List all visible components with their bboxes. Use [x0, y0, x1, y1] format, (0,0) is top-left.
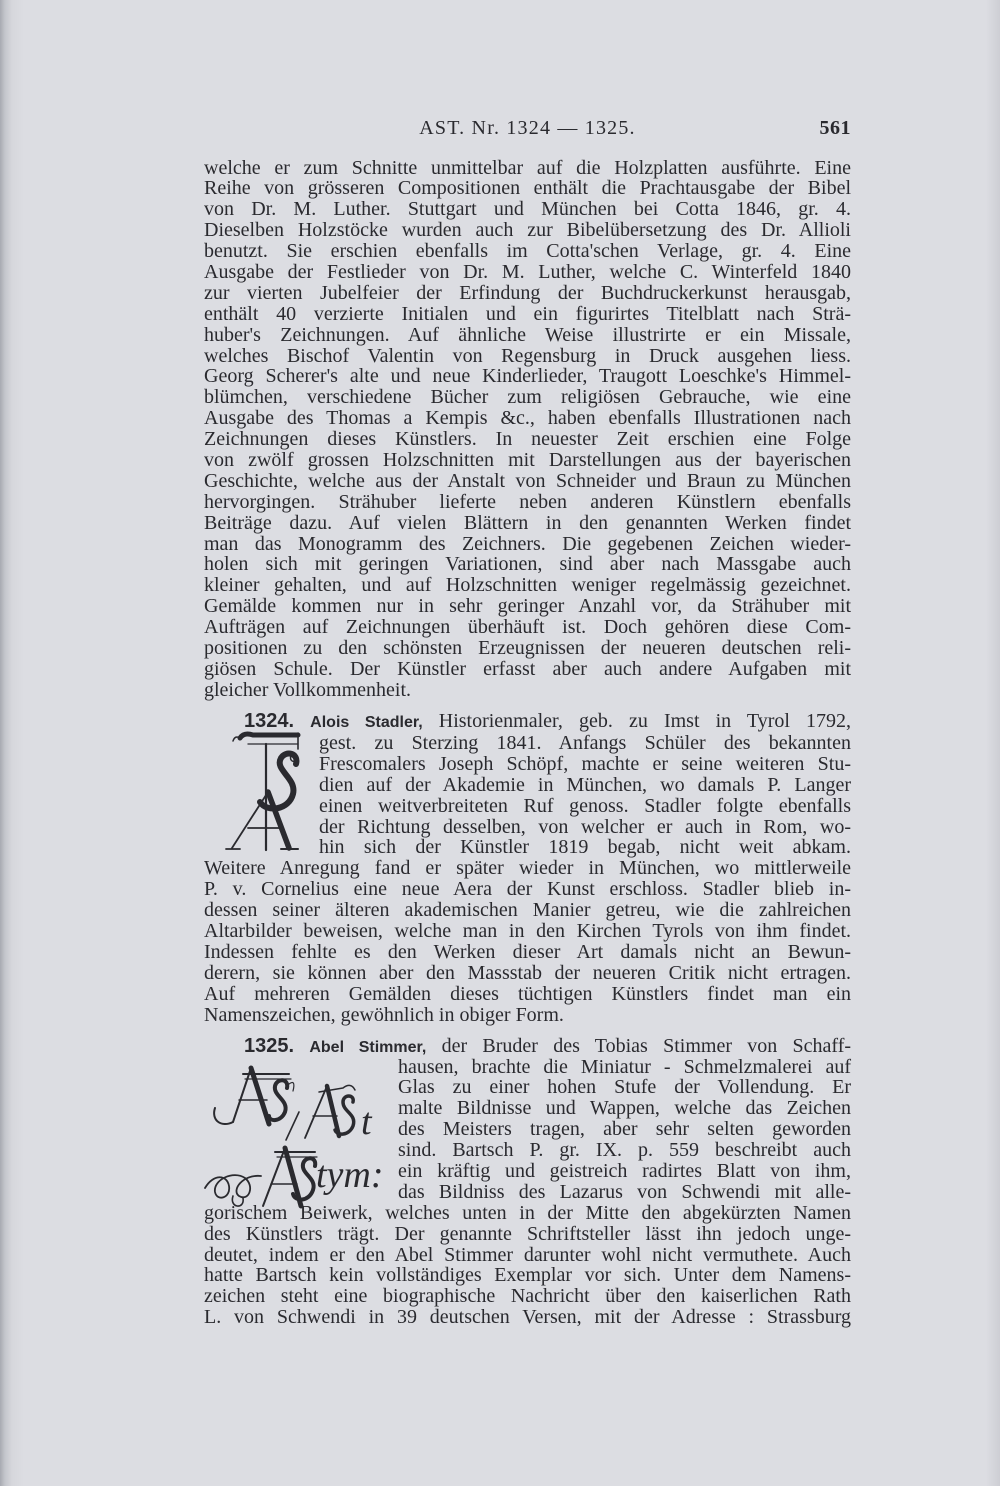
text-line: ein kräftig und geistreich radirtes Blatt von ihm, — [398, 1159, 851, 1182]
text-line: giösen Schule. Der Künstler erfasst aber auch andere Aufgaben mit — [204, 657, 851, 680]
text-line: benutzt. Sie erschien ebenfalls im Cotta'schen Verlage, gr. 4. Eine — [204, 240, 851, 263]
text-line: gleicher Vollkommenheit. — [204, 678, 412, 701]
entry-heading-text: Historienmaler, geb. zu Imst in Tyrol 1792, — [438, 710, 852, 732]
text-line: Glas zu einer hohen Stufe der Vollendung. Er — [398, 1076, 851, 1099]
text-line: der Richtung desselben, von welcher er auch in Rom, wo- — [319, 815, 851, 838]
text-line: Ausgabe des Thomas a Kempis &c., haben ebenfalls Illustrationen nach — [204, 407, 851, 430]
text-line: Gemälde kommen nur in sehr geringer Anzahl vor, da Strähuber mit — [204, 595, 851, 618]
page-number: 561 — [819, 117, 851, 139]
text-line: sind. Bartsch P. gr. IX. p. 559 beschreibt auch — [398, 1139, 851, 1162]
monogram-script-tym: tym: — [316, 1154, 384, 1196]
monogram-abel-stimmer-icon — [203, 1056, 395, 1214]
text-line: blümchen, verschiedene Bücher zum religiösen Gebrauche, wie eine — [204, 386, 851, 409]
monogram-st-a-icon — [226, 728, 318, 854]
entry-heading — [204, 1036, 851, 1057]
text-line: kleiner gehalten, und auf Holzschnitten weniger regelmässig gezeichnet. — [204, 574, 851, 597]
text-line: P. v. Cornelius eine neue Aera der Kunst erschloss. Stadler blieb in- — [204, 878, 851, 901]
running-head — [204, 117, 851, 139]
text-line: zeichen steht eine biographische Nachricht über den kaiserlichen Rath — [204, 1285, 851, 1308]
text-line: holen sich mit geringen Variationen, sind aber nach Massgabe auch — [204, 553, 851, 576]
text-line: L. von Schwendi in 39 deutschen Versen, mit der Adresse : Strassburg — [204, 1306, 851, 1329]
continued-paragraph — [204, 158, 851, 701]
monogram-ast-mark — [305, 1085, 355, 1138]
text-line: malte Bildnisse und Wappen, welche das Zeichen — [398, 1097, 851, 1120]
text-line: Frescomalers Joseph Schöpf, machte er seine weiteren Stu- — [319, 752, 851, 775]
text-line: Indessen fehlte es den Werken dieser Art damals nicht an Bewun- — [204, 940, 851, 963]
text-line: welche er zum Schnitte unmittelbar auf die Holzplatten ausführte. Eine — [204, 156, 851, 179]
text-line: Beiträge dazu. Auf vielen Blättern in den genannten Werken findet — [204, 511, 851, 534]
text-line: das Bildniss des Lazarus von Schwendi mit alle- — [398, 1180, 851, 1203]
text-line: Aufträgen auf Zeichnungen überhäuft ist. Doch gehören diese Com- — [204, 616, 851, 639]
text-line: gorischem Beiwerk, welches unten in der Mitte den abgekürzten Namen — [204, 1201, 851, 1224]
text-line: hausen, brachte die Miniatur - Schmelzmalerei auf — [398, 1055, 851, 1078]
monogram-script-t: t — [361, 1101, 372, 1143]
artist-name: Alois Stadler, — [310, 714, 423, 731]
text-line: huber's Zeichnungen. Auf ähnliche Weise illustrirte er ein Missale, — [204, 323, 851, 346]
text-line: Georg Scherer's alte und neue Kinderlieder, Traugott Loeschke's Himmel- — [204, 365, 851, 388]
entry-number: 1324. — [244, 710, 295, 732]
text-line: Weitere Anregung fand er später wieder in München, wo mittlerweile — [204, 857, 851, 880]
text-line: von zwölf grossen Holzschnitten mit Darstellungen aus der bayerischen — [204, 448, 851, 471]
text-line: hervorgingen. Strähuber lieferte neben anderen Künstlern ebenfalls — [204, 490, 851, 513]
text-line: Geschichte, welche aus der Anstalt von Schneider und Braun zu München — [204, 469, 851, 492]
running-title: AST. Nr. 1324 — 1325. — [419, 117, 636, 139]
monogram-astym-mark — [205, 1148, 317, 1206]
text-line: derern, sie können aber den Massstab der neueren Critik nicht ertragen. — [204, 961, 851, 984]
text-line: welches Bischof Valentin von Regensburg in Druck ausgehen liess. — [204, 344, 851, 367]
entry-number: 1325. — [244, 1034, 295, 1057]
text-line: positionen zu den schönsten Erzeugnissen der neueren deutschen reli- — [204, 636, 851, 659]
text-line: man das Monogramm des Zeichners. Die gegebenen Zeichen wieder- — [204, 532, 851, 555]
artist-name: Abel Stimmer, — [309, 1038, 427, 1056]
monogram-as-mark — [214, 1068, 294, 1124]
text-line: dessen seiner älteren akademischen Manier getreu, wie die zahlreichen — [204, 899, 851, 922]
text-line: dien auf der Akademie in München, wo damals P. Langer — [319, 773, 851, 796]
text-line: Dieselben Holzstöcke wurden auch zur Bibelübersetzung des Dr. Allioli — [204, 219, 851, 242]
text-line: Reihe von grösseren Compositionen enthält die Prachtausgabe der Bibel — [204, 177, 851, 200]
text-line: gest. zu Sterzing 1841. Anfangs Schüler des bekannten — [319, 732, 851, 754]
entry-heading-text: der Bruder des Tobias Stimmer von Schaff- — [441, 1034, 852, 1057]
text-line: Altarbilder beweisen, welche man in den Kirchen Tyrols von ihm findet. — [204, 920, 851, 943]
text-line: einen weitverbreiteten Ruf genoss. Stadler folgte ebenfalls — [319, 794, 851, 817]
text-line: Ausgabe der Festlieder von Dr. M. Luther, welche C. Winterfeld 1840 — [204, 260, 851, 283]
text-line: des Meisters tragen, aber sehr selten geworden — [398, 1118, 851, 1141]
text-line: hin sich der Künstler 1819 begab, nicht weit abkam. — [319, 836, 851, 859]
text-line: zur vierten Jubelfeier der Erfindung der Buchdruckerkunst herausgab, — [204, 281, 851, 304]
text-line: hatte Bartsch kein vollständiges Exemplar vor sich. Unter dem Namens- — [204, 1264, 851, 1287]
text-line: enthält 40 verzierte Initialen und ein figurirtes Titelblatt nach Strä- — [204, 302, 851, 325]
text-line: Zeichnungen dieses Künstlers. In neuester Zeit erschien eine Folge — [204, 428, 851, 451]
text-line: von Dr. M. Luther. Stuttgart und München bei Cotta 1846, gr. 4. — [204, 198, 851, 221]
text-line: des Künstlers trägt. Der genannte Schriftsteller lässt ihn jedoch unge- — [204, 1222, 851, 1245]
text-line: Auf mehreren Gemälden dieses tüchtigen Künstlers findet man ein — [204, 982, 851, 1005]
text-line: Namenszeichen, gewöhnlich in obiger Form. — [204, 1003, 564, 1026]
text-line: deutet, indem er den Abel Stimmer darunter wohl nicht vermuthete. Auch — [204, 1243, 851, 1266]
